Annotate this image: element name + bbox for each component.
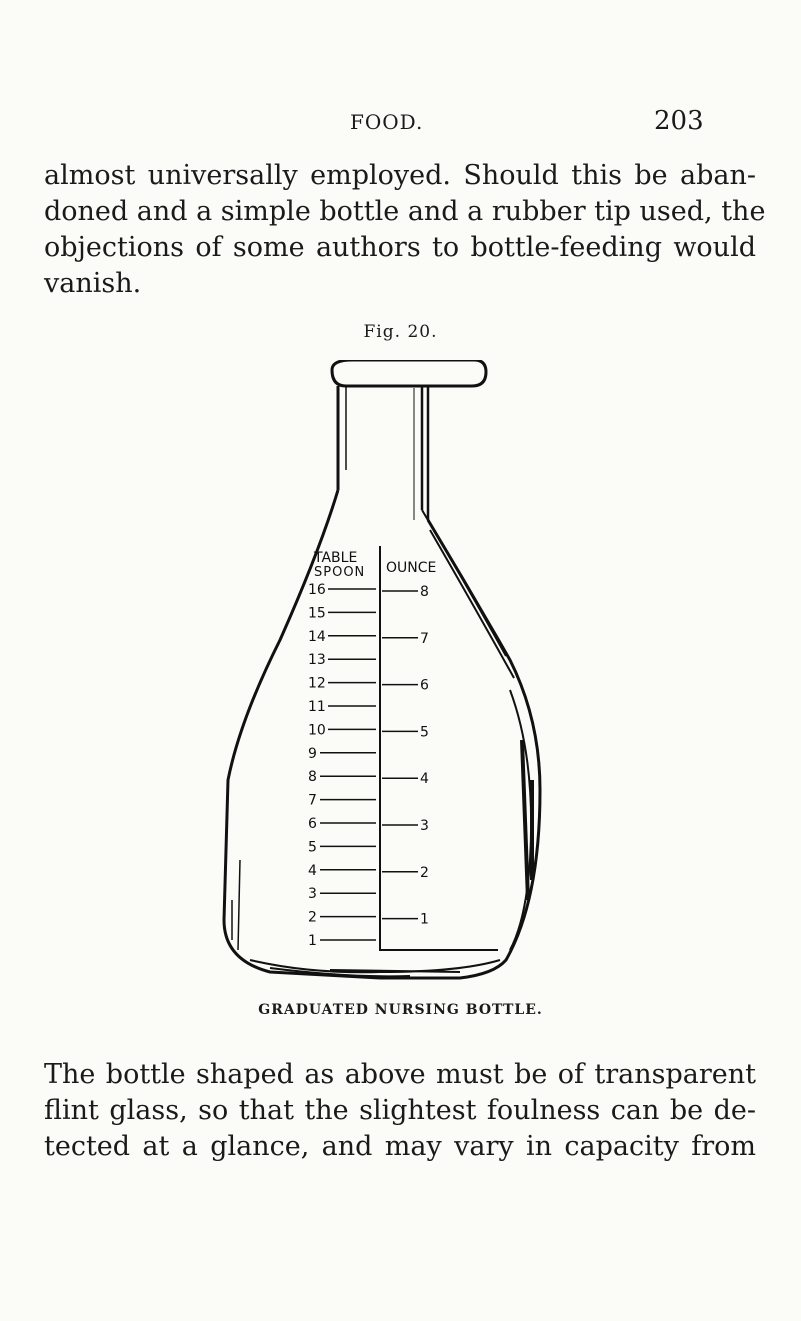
ounce-mark-label: 1 bbox=[420, 911, 429, 928]
ounce-mark-label: 3 bbox=[420, 818, 429, 834]
running-head bbox=[0, 104, 801, 144]
ounce-title: OUNCE bbox=[386, 560, 437, 576]
ounce-mark-label: 7 bbox=[420, 630, 429, 647]
bottle-left-shading bbox=[232, 860, 240, 950]
paragraph-line: doned and a simple bottle and a rubber tip used, the bbox=[44, 196, 766, 227]
ounce-mark-label: 8 bbox=[420, 584, 429, 600]
tablespoon-title-line-1: TABLE bbox=[314, 550, 358, 566]
tablespoon-mark-label: 5 bbox=[308, 839, 317, 856]
running-title: FOOD. bbox=[350, 110, 424, 134]
paragraph-1 bbox=[44, 158, 766, 302]
ounce-mark-label: 4 bbox=[420, 771, 429, 788]
figure-label: Fig. 20. bbox=[363, 322, 438, 342]
ounce-mark-label: 2 bbox=[420, 864, 429, 881]
tablespoon-mark-label: 3 bbox=[308, 886, 317, 903]
tablespoon-scale bbox=[308, 582, 376, 949]
graduated-bottle-illustration bbox=[210, 360, 570, 1000]
tablespoon-mark-label: 13 bbox=[308, 652, 326, 669]
tablespoon-mark-label: 2 bbox=[308, 909, 317, 926]
ounce-mark-label: 5 bbox=[420, 724, 429, 741]
tablespoon-mark-label: 16 bbox=[308, 582, 326, 598]
tablespoon-title-line-2: SPOON bbox=[314, 565, 366, 580]
tablespoon-mark-label: 1 bbox=[308, 933, 317, 949]
tablespoon-mark-label: 6 bbox=[308, 816, 317, 832]
tablespoon-mark-label: 11 bbox=[308, 699, 326, 715]
tablespoon-mark-label: 15 bbox=[308, 605, 326, 622]
bottle-shoulder-shading bbox=[422, 510, 531, 950]
figure-caption: GRADUATED NURSING BOTTLE. bbox=[258, 1002, 543, 1018]
tablespoon-mark-label: 7 bbox=[308, 792, 317, 809]
tablespoon-mark-label: 4 bbox=[308, 862, 317, 879]
paragraph-line: objections of some authors to bottle-feeding would bbox=[44, 232, 756, 263]
tablespoon-mark-label: 12 bbox=[308, 675, 326, 692]
paragraph-line: The bottle shaped as above must be of transparent bbox=[44, 1059, 756, 1090]
ounce-mark-label: 6 bbox=[420, 677, 429, 694]
tablespoon-mark-label: 10 bbox=[308, 722, 326, 739]
paragraph-line: tected at a glance, and may vary in capacity from bbox=[44, 1131, 756, 1162]
bottle-lip bbox=[332, 360, 486, 386]
ounce-scale bbox=[382, 584, 429, 928]
tablespoon-mark-label: 14 bbox=[308, 628, 326, 645]
bottle-neck-right bbox=[422, 386, 428, 520]
bottle-body-right bbox=[380, 520, 540, 978]
paragraph-line: almost universally employed. Should this be aban- bbox=[44, 160, 756, 191]
paragraph-2 bbox=[44, 1057, 756, 1165]
tablespoon-mark-label: 8 bbox=[308, 769, 317, 786]
paragraph-line: vanish. bbox=[44, 268, 142, 299]
paragraph-line: flint glass, so that the slightest foulness can be de- bbox=[44, 1095, 756, 1126]
tablespoon-mark-label: 9 bbox=[308, 745, 317, 762]
page-number: 203 bbox=[654, 106, 704, 136]
